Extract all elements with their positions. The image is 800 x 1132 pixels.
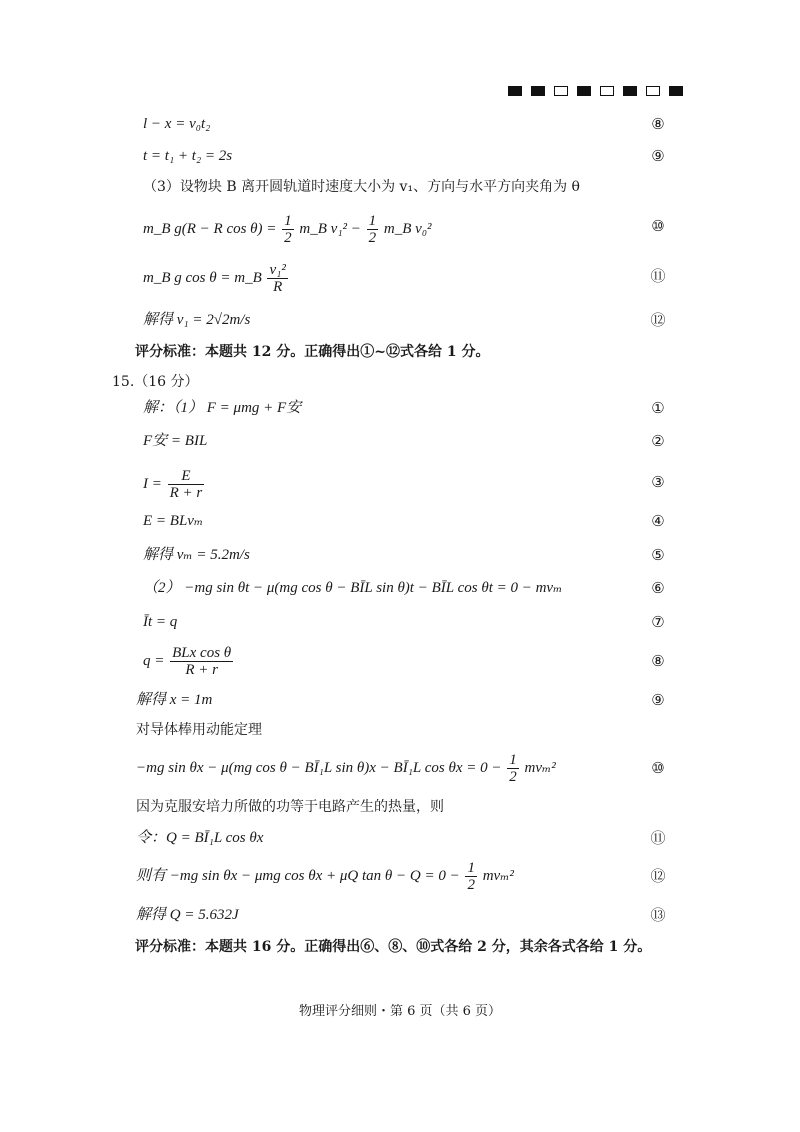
equation-number: ⑤ xyxy=(651,546,665,564)
fraction: $\frac{1}{2}$ xyxy=(368,213,377,246)
equation-line: m_B g(R − R cos θ) = $\frac{1}{2}$ m_B v₁² − $\frac{1}{2}$ m_B v₀² xyxy=(143,213,432,246)
header-mark-empty xyxy=(554,86,568,96)
equation-line: I = $\frac{E}{R + r}$ xyxy=(143,468,203,501)
equation-line: −mg sin θx − μ(mg cos θ − BĪ₁L sin θ)x − BĪ₁L cos θx = 0 − $\frac{1}{2}$ mvₘ² xyxy=(136,752,556,785)
equation-number: ④ xyxy=(651,512,665,530)
equation-line: Īt = q xyxy=(143,614,178,630)
header-mark-filled xyxy=(577,86,591,96)
header-mark-empty xyxy=(646,86,660,96)
equation-number: ② xyxy=(651,432,665,450)
equation-number: ⑩ xyxy=(651,759,665,777)
fraction: $\frac{\text{BLx cos θ}}{R + r}$ xyxy=(172,645,232,678)
equation-line: 则有 −mg sin θx − μmg cos θx + μQ tan θ − Q = 0 − $\frac{1}{2}$ mvₘ² xyxy=(136,860,514,893)
equation-number: ⑫ xyxy=(650,311,666,329)
equation-number: ⑨ xyxy=(651,147,665,165)
equation-line: m_B g cos θ = m_B $\frac{\text{v₁²}}{R}$ xyxy=(143,262,286,295)
equation-number: ⑧ xyxy=(651,652,665,670)
equation-number: ① xyxy=(651,399,665,417)
fraction: $\frac{E}{R + r}$ xyxy=(169,468,203,501)
header-mark-filled xyxy=(531,86,545,96)
equation-number: ⑥ xyxy=(651,579,665,597)
text-line: （3）设物块 B 离开圆轨道时速度大小为 v₁、方向与水平方向夹角为 θ xyxy=(143,179,580,195)
equation-line: 解得 vₘ = 5.2m/s xyxy=(143,547,250,563)
equation-line: l − x = v₀t₂ xyxy=(143,116,211,132)
equation-line: （2） −mg sin θt − μ(mg cos θ − BĪL sin θ)t − BĪL cos θt = 0 − mvₘ xyxy=(143,580,563,596)
equation-line: 解：（1） F = μmg + F安 xyxy=(143,400,302,416)
equation-number: ⑨ xyxy=(651,691,665,709)
equation-line: 解得 v₁ = 2√2m/s xyxy=(143,312,251,328)
scoring-standard: 评分标准：本题共 16 分。正确得出⑥、⑧、⑩式各给 2 分，其余各式各给 1 分。 xyxy=(135,939,652,955)
fraction: $\frac{1}{2}$ xyxy=(509,752,517,785)
equation-line: 解得 Q = 5.632J xyxy=(136,907,239,923)
equation-number: ⑬ xyxy=(650,906,666,924)
text-line: 对导体棒用动能定理 xyxy=(136,722,262,738)
fraction: $\frac{\text{v₁²}}{R}$ xyxy=(269,262,286,295)
question-heading: 15.（16 分） xyxy=(112,374,199,390)
equation-number: ⑩ xyxy=(651,217,665,235)
equation-line: 令：Q = BĪ₁L cos θx xyxy=(136,830,264,846)
equation-line: t = t₁ + t₂ = 2s xyxy=(143,148,233,164)
text-line: 因为克服安培力所做的功等于电路产生的热量，则 xyxy=(136,799,444,815)
equation-line: q = $\frac{\text{BLx cos θ}}{R + r}$ xyxy=(143,645,232,678)
header-mark-filled xyxy=(623,86,637,96)
equation-number: ⑪ xyxy=(650,829,666,847)
header-marks xyxy=(508,86,683,96)
equation-number: ⑪ xyxy=(650,267,666,285)
equation-line: 解得 x = 1m xyxy=(136,692,213,708)
equation-number: ③ xyxy=(651,473,665,491)
fraction: $\frac{1}{2}$ xyxy=(467,860,475,893)
equation-line: E = BLvₘ xyxy=(143,513,204,529)
equation-number: ⑦ xyxy=(651,613,665,631)
equation-number: ⑫ xyxy=(650,867,666,885)
header-mark-filled xyxy=(669,86,683,96)
scoring-standard: 评分标准：本题共 12 分。正确得出①~⑫式各给 1 分。 xyxy=(135,344,490,360)
fraction: $\frac{1}{2}$ xyxy=(284,213,292,246)
header-mark-empty xyxy=(600,86,614,96)
header-mark-filled xyxy=(508,86,522,96)
equation-line: F安 = BIL xyxy=(143,433,208,449)
page-footer: 物理评分细则・第 6 页（共 6 页） xyxy=(298,1004,502,1019)
equation-number: ⑧ xyxy=(651,115,665,133)
